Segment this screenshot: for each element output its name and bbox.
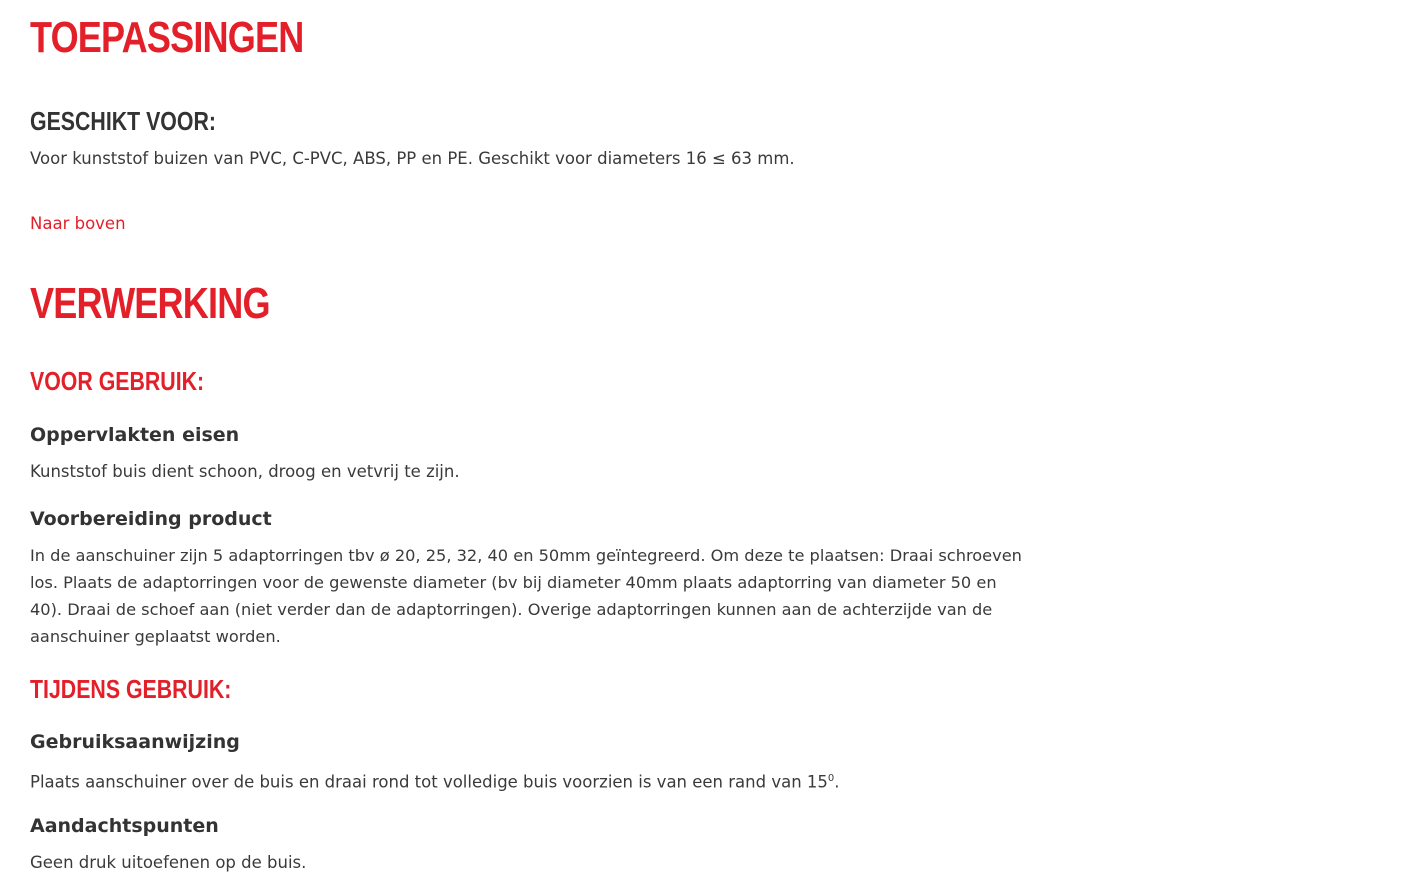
heading-gebruiksaanwijzing: Gebruiksaanwijzing (30, 731, 240, 753)
heading-oppervlakten-eisen: Oppervlakten eisen (30, 424, 240, 446)
gebruiksaanwijzing-text-main: Plaats aanschuiner over de buis en draai rond tot volledige buis voorzien is van een rand van 15 (30, 772, 828, 792)
voorbereiding-product-text: In de aanschuiner zijn 5 adaptorringen tbv ø 20, 25, 32, 40 en 50mm geïntegreerd. Om deze te plaatsen: Draai schroeven los. Plaats de adaptorringen voor de gewenste diameter (bv bij diameter 40mm plaats adaptorring van diameter 50 en 40). Draai de schoef aan (niet verder dan de adaptorringen). Overige adaptorringen kunnen aan de achterzijde van de aanschuiner geplaatst worden. (30, 546, 1022, 646)
aandachtspunten-text: Geen druk uitoefenen op de buis. (30, 853, 307, 872)
back-to-top-link[interactable]: Naar boven (30, 214, 126, 233)
subheading-geschikt-voor: GESCHIKT VOOR: (30, 106, 216, 136)
subheading-tijdens-gebruik: TIJDENS GEBRUIK: (30, 674, 232, 704)
oppervlakten-eisen-text: Kunststof buis dient schoon, droog en vetvrij te zijn. (30, 462, 460, 481)
gebruiksaanwijzing-text-end: . (834, 772, 840, 792)
section-title-verwerking: VERWERKING (30, 279, 270, 328)
degree-superscript: 0 (827, 773, 835, 784)
heading-aandachtspunten: Aandachtspunten (30, 815, 219, 837)
subheading-voor-gebruik: VOOR GEBRUIK: (30, 366, 205, 396)
section-title-toepassingen: TOEPASSINGEN (30, 13, 304, 62)
gebruiksaanwijzing-text (30, 765, 840, 796)
heading-voorbereiding-product: Voorbereiding product (30, 508, 272, 530)
geschikt-voor-text: Voor kunststof buizen van PVC, C-PVC, ABS, PP en PE. Geschikt voor diameters 16 ≤ 63 mm. (30, 149, 795, 168)
